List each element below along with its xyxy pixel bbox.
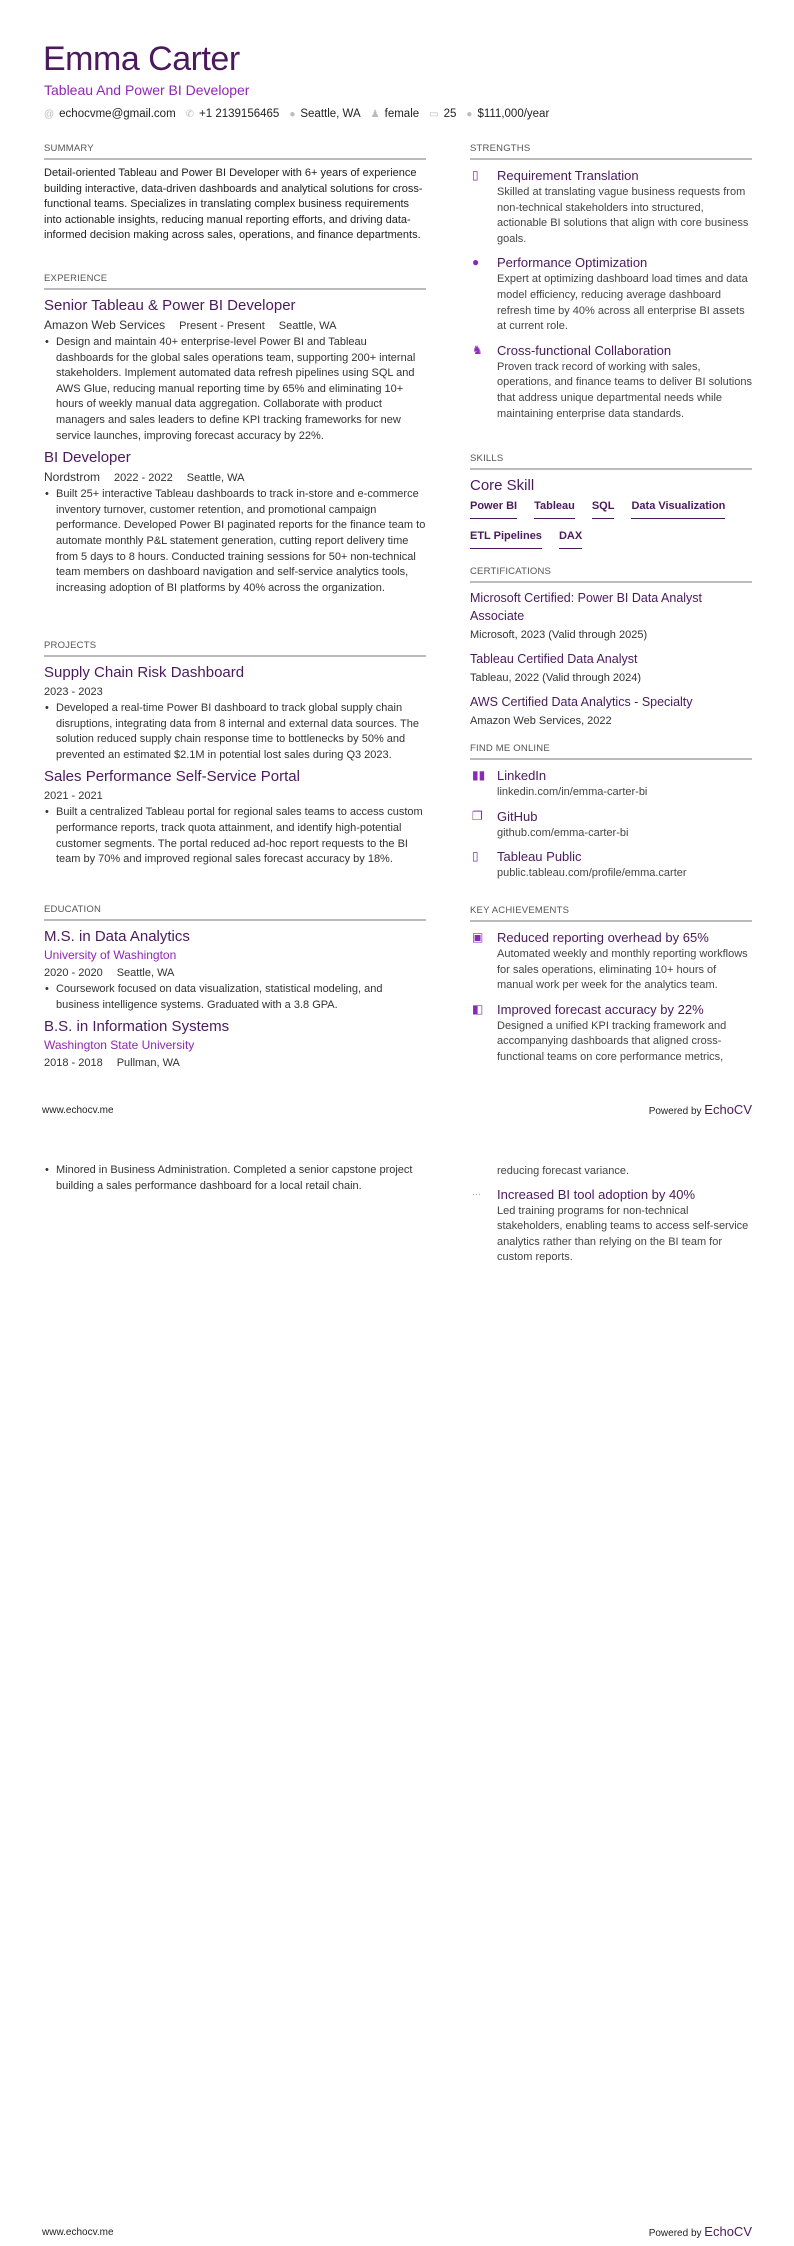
summary-text: Detail-oriented Tableau and Power BI Developer with 6+ years of experience building interactive, data-driven dashboards and analytical solutions for cross-functional teams. Specializes in translating complex business requirements into actionable insights, reducing manual reporting efforts, and driving data-informed decision making across sales, operations, and finance departments. [44,167,423,242]
degree: M.S. in Data Analytics [44,928,190,945]
contact-gender: ♟ female [370,108,420,120]
online-section [470,743,752,888]
dates: 2023 - 2023 [44,686,103,698]
education-continued [44,1163,426,1194]
skill-chip: Power BI [470,500,517,519]
person-icon: ♟ [370,109,380,120]
degree: B.S. in Information Systems [44,1018,230,1036]
skill-chip: Data Visualization [631,500,725,519]
strengths-section [470,143,752,428]
achievement-desc-continued: reducing forecast variance. [497,1165,630,1177]
chart-icon: ▣ [472,930,484,944]
bullet: • Built 25+ interactive Tableau dashboards to track in-store and e-commerce inventory turnover, customer retention, and promotional campaign performance. Developed Power BI paginated reports for the finance team to automate monthly P&L statement generation, cutting report delivery time from 5 days to 8 hours. Conducted training sessions for 50+ non-technical team members on dashboard navigation and self-service analytics tools, increasing adoption of BI platforms by 40% across the organization. [44,487,426,596]
footer-powered [649,1102,752,1117]
link-title: GitHub [497,808,538,824]
education-item [44,1017,426,1072]
experience-item [44,296,426,444]
bullet: • Built a centralized Tableau portal for regional sales teams to access custom performance reports, track quota attainment, and identify high-potential customer segments. The portal reduced ad-hoc report requests to the BI team by 70% and improved regional sales forecast accuracy by 18%. [44,805,426,867]
section-heading: CERTIFICATIONS [470,566,752,583]
dates: 2022 - 2022 [114,472,173,485]
achievement-desc: Designed a unified KPI tracking framework and accompanying dashboards that aligned cross-functional teams on core performance metrics, [497,1019,727,1063]
achievements-section [470,905,752,1072]
skill-chip: DAX [559,530,582,549]
link-url[interactable]: github.com/emma-carter-bi [497,826,629,839]
footer-powered [649,2224,752,2239]
book-icon: ▮▮ [472,768,486,782]
skill-chip: Tableau [534,500,575,519]
link-url[interactable]: linkedin.com/in/emma-carter-bi [497,786,648,798]
company: Amazon Web Services [44,318,166,332]
cert-title: Microsoft Certified: Power BI Data Analyst Associate [470,591,703,623]
brand-logo: EchoCV [704,1102,752,1117]
link-title: Tableau Public [497,849,582,865]
cert-title: AWS Certified Data Analytics - Specialty [470,695,693,709]
achievement-title: Reduced reporting overhead by 65% [497,930,709,945]
contact-email[interactable]: @ echocvme@gmail.com [44,108,176,120]
position-title: BI Developer [44,449,131,467]
cert-issuer: Microsoft, 2023 (Valid through 2025) [470,629,648,641]
cert-issuer: Tableau, 2022 (Valid through 2024) [470,672,642,684]
achievement-desc: Led training programs for non-technical stakeholders, enabling teams to access self-service analytics rather than relying on the BI team for custom reports. [497,1204,749,1264]
location-icon: ● [289,109,296,120]
cert-title: Tableau Certified Data Analyst [470,652,638,666]
device-icon: ▯ [472,849,479,864]
strength-title: Performance Optimization [497,255,648,271]
phone-icon: ✆ [185,109,195,120]
online-link-linkedin[interactable] [470,766,752,801]
brand-logo: EchoCV [704,2224,752,2239]
experience-item [44,448,426,596]
location: Seattle, WA [278,320,337,332]
contact-bar [44,108,549,120]
section-heading: SKILLS [470,453,752,470]
project-title: Supply Chain Risk Dashboard [44,664,245,681]
skills-section [470,453,752,560]
online-link-github[interactable] [470,807,752,842]
certification-item [470,589,752,644]
section-heading: EDUCATION [44,904,426,921]
company: Nordstrom [44,470,101,485]
badge-icon: ● [472,255,480,270]
section-heading: PROJECTS [44,640,426,657]
skill-chip: SQL [592,500,615,519]
strength-desc: Expert at optimizing dashboard load times and data model efficiency, reducing average dashboard refresh time by 40% across all enterprise BI assets at current role. [497,273,748,333]
strength-desc: Proven track record of working with sales, operations, and finance teams to deliver BI solutions that address unique departmental needs while maintaining enterprise data standards. [497,360,752,420]
projects-section [44,640,426,872]
bullet: • Design and maintain 40+ enterprise-level Power BI and Tableau dashboards for the global sales operations team, supporting 200+ internal stakeholders. Implement automated data refresh pipelines using SQL and AWS Glue, reducing manual reporting time by 65% and eliminating 10+ hours of weekly manual data aggregation. Collaborate with product managers and sales leaders to define KPI tracking frameworks for new service launches, improving forecast accuracy by 22%. [44,335,426,444]
achievement-item [470,1000,752,1066]
dots-icon: ··· [472,1188,481,1199]
footer-site[interactable]: www.echocv.me [42,2227,114,2238]
footer-site[interactable]: www.echocv.me [42,1105,114,1116]
school: Washington State University [44,1038,195,1053]
dates: Present - Present [179,320,265,332]
achievement-title: Improved forecast accuracy by 22% [497,1001,704,1017]
section-heading: SUMMARY [44,143,426,160]
experience-section [44,273,426,600]
at-icon: @ [44,109,55,120]
summary-section [44,143,426,244]
candidate-name: Emma Carter [43,40,240,78]
education-section [44,904,426,1076]
strength-item [470,341,752,422]
position-title: Senior Tableau & Power BI Developer [44,297,296,314]
skill-group-title: Core Skill [470,477,535,494]
achievement-title: Increased BI tool adoption by 40% [497,1186,696,1202]
files-icon: ❐ [472,808,483,823]
section-heading: EXPERIENCE [44,273,426,290]
strength-item [470,253,752,334]
achievement-item [470,1185,752,1266]
section-heading: FIND ME ONLINE [470,743,752,760]
strength-item [470,166,752,247]
money-icon: ● [466,109,473,120]
online-link-tableau[interactable] [470,847,752,882]
achievement-item [470,928,752,994]
location: Pullman, WA [116,1057,180,1070]
school: University of Washington [44,948,177,962]
achievements-continued [470,1164,752,1272]
education-item [44,927,426,1013]
certification-item [470,693,752,730]
contact-phone[interactable]: ✆ +1 2139156465 [185,108,280,120]
powered-label: Powered by [648,2228,702,2239]
contact-salary: ● $111,000/year [466,108,550,120]
dates: 2020 - 2020 [44,967,103,979]
dates: 2021 - 2021 [44,790,103,803]
document-icon: ◧ [472,1001,484,1016]
link-title: LinkedIn [497,768,547,783]
section-heading: KEY ACHIEVEMENTS [470,905,752,922]
strength-desc: Skilled at translating vague business requests from non-technical stakeholders into structured, actionable BI solutions that align with core business goals. [497,186,749,245]
people-icon: ♞ [472,342,483,357]
job-title: Tableau And Power BI Developer [44,82,250,98]
calendar-icon: ▭ [429,109,439,120]
link-url[interactable]: public.tableau.com/profile/emma.carter [497,867,687,880]
section-heading: STRENGTHS [470,143,752,160]
location: Seattle, WA [186,472,245,485]
project-item [44,663,426,763]
powered-label: Powered by [648,1106,702,1117]
location: Seattle, WA [116,967,175,979]
contact-location: ● Seattle, WA [289,108,361,120]
skill-chip: ETL Pipelines [470,530,542,549]
device-icon: ▯ [472,168,479,182]
contact-age: ▭ 25 [429,108,457,120]
project-item [44,767,426,867]
bullet: • Minored in Business Administration. Completed a senior capstone project building a sales performance dashboard for a local retail chain. [44,1163,426,1194]
certifications-section [470,566,752,736]
certification-item [470,650,752,687]
project-title: Sales Performance Self-Service Portal [44,768,300,786]
cert-issuer: Amazon Web Services, 2022 [470,715,612,727]
strength-title: Cross-functional Collaboration [497,342,672,358]
strength-title: Requirement Translation [497,168,639,183]
dates: 2018 - 2018 [44,1057,103,1070]
bullet: • Coursework focused on data visualization, statistical modeling, and business intelligence systems. Graduated with a 3.8 GPA. [44,982,426,1013]
bullet: • Developed a real-time Power BI dashboard to track global supply chain disruptions, integrating data from 8 internal and external data sources. The solution reduced supply chain response time to bottlenecks by 50% and prevented an estimated $2.1M in potential lost sales during Q3 2023. [44,701,426,763]
achievement-desc: Automated weekly and monthly reporting workflows for sales operations, eliminating 10+ hours of manual work per week for the analytics team. [497,948,748,992]
